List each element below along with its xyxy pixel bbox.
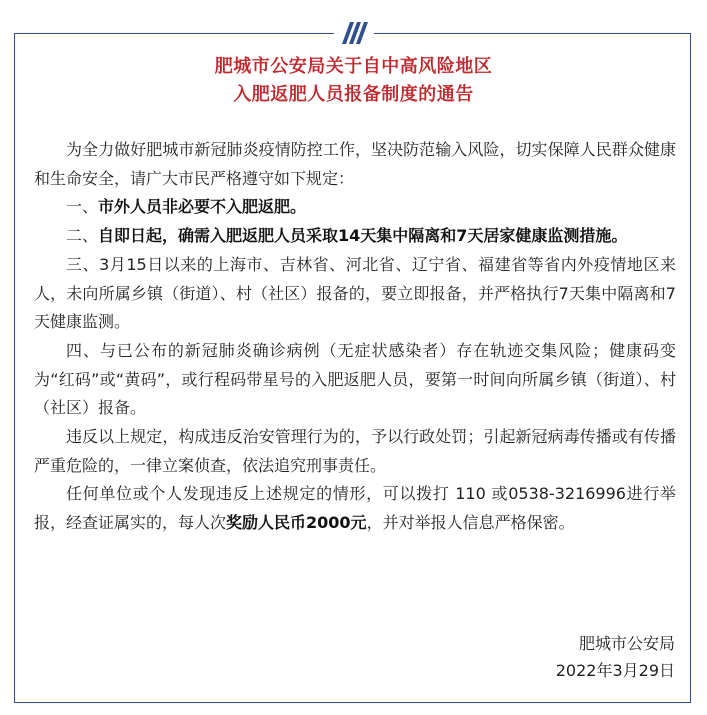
rule-1-text: 市外人员非必要不入肥返肥。 bbox=[98, 197, 307, 217]
rule-2-prefix: 二、 bbox=[66, 226, 99, 246]
rule-1-prefix: 一、 bbox=[66, 197, 99, 217]
rule-4-paragraph: 四、与已公布的新冠肺炎确诊病例（无症状感染者）存在轨迹交集风险；健康码变为“红码”或“黄码”，或行程码带星号的入肥返肥人员，要第一时间向所属乡镇（街道）、村（社区）报备。 bbox=[34, 340, 676, 418]
report-text-part2: ，并对举报人信息严格保密。 bbox=[366, 513, 575, 533]
rule-1-paragraph bbox=[34, 193, 676, 222]
report-paragraph bbox=[34, 480, 676, 537]
slash-stripes-icon bbox=[334, 18, 374, 48]
signature-organization: 肥城市公安局 bbox=[578, 634, 675, 653]
report-text-part1: 任何单位或个人发现违反上述规定的情形，可以拨打 110 或0538-3216996进行举报，经查证属实的，每人次 bbox=[34, 484, 676, 533]
notice-title-line2: 入肥返肥人员报备制度的通告 bbox=[233, 84, 474, 105]
penalty-paragraph: 违反以上规定，构成违反治安管理行为的，予以行政处罚；引起新冠病毒传播或有传播严重危险的，一律立案侦查，依法追究刑事责任。 bbox=[34, 427, 676, 475]
signature-date: 2022年3月29日 bbox=[555, 661, 675, 680]
rule-3-paragraph: 三、3月15日以来的上海市、吉林省、河北省、辽宁省、福建省等省内外疫情地区来人，未向所属乡镇（街道）、村（社区）报备的，要立即报备，并严格执行7天集中隔离和7天健康监测。 bbox=[34, 254, 676, 332]
reward-text: 奖励人民币2000元 bbox=[226, 513, 367, 533]
intro-paragraph: 为全力做好肥城市新冠肺炎疫情防控工作，坚决防范输入风险，切实保障人民群众健康和生命安全，请广大市民严格遵守如下规定： bbox=[34, 140, 676, 188]
notice-title-line1: 肥城市公安局关于自中高风险地区 bbox=[214, 56, 493, 77]
rule-2-paragraph bbox=[34, 222, 676, 251]
rule-2-text: 自即日起，确需入肥返肥人员采取14天集中隔离和7天居家健康监测措施。 bbox=[98, 226, 628, 246]
notice-body bbox=[34, 136, 676, 538]
